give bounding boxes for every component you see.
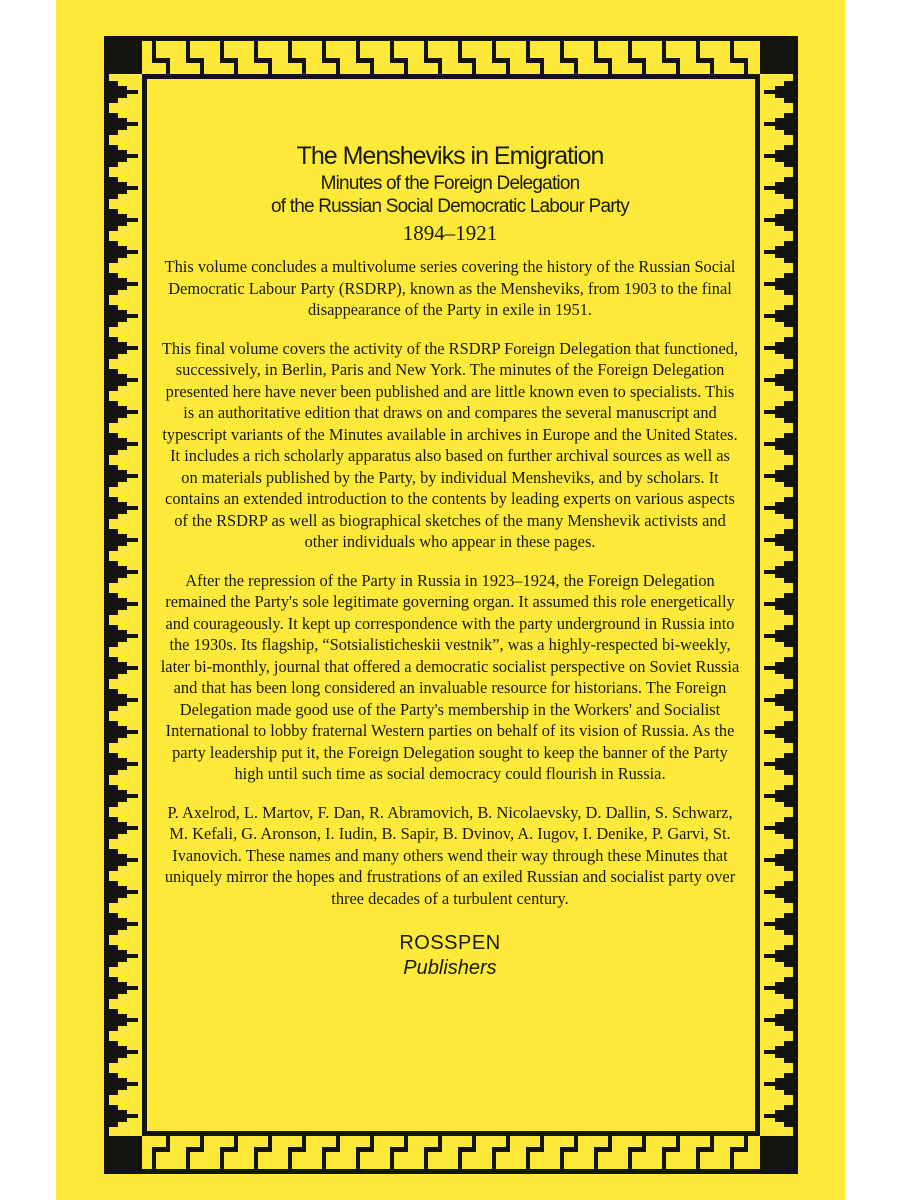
border-motif	[784, 1073, 793, 1095]
border-motif	[784, 433, 793, 455]
border-motif	[472, 58, 476, 74]
border-motif	[540, 58, 544, 74]
border-corner	[104, 36, 142, 74]
border-inner-line	[142, 74, 760, 79]
border-motif	[127, 762, 138, 766]
border-motif	[109, 561, 118, 583]
border-motif	[109, 337, 118, 359]
border-motif	[775, 886, 784, 898]
border-motif	[764, 442, 775, 446]
border-motif	[127, 954, 138, 958]
border-motif	[109, 593, 118, 615]
border-motif	[784, 785, 793, 807]
border-motif	[404, 1136, 408, 1152]
border-motif	[710, 1136, 714, 1152]
border-motif	[127, 538, 138, 542]
border-motif	[764, 186, 775, 190]
border-motif	[784, 913, 793, 935]
border-inner-line	[142, 74, 147, 1136]
border-motif	[118, 438, 127, 450]
border-motif	[784, 529, 793, 551]
border-motif	[506, 58, 510, 74]
border-motif	[784, 1009, 793, 1031]
book-subtitle-line2: of the Russian Social Democratic Labour Party	[271, 196, 629, 217]
paragraph-intro: This volume concludes a multivolume series covering the history of the Russian Social Democratic Labour Party (RSDRP), known as the Mensheviks, from 1903 to the final disappearance of the Party in exile in 1951.	[164, 257, 736, 319]
border-motif	[744, 1136, 748, 1152]
border-motif	[109, 369, 118, 391]
border-motif	[784, 401, 793, 423]
border-motif	[127, 890, 138, 894]
border-motif	[574, 1136, 578, 1152]
border-motif	[764, 730, 775, 734]
border-motif	[127, 186, 138, 190]
border-motif	[710, 58, 714, 74]
border-motif	[166, 58, 170, 74]
border-motif	[764, 826, 775, 830]
book-title: The Mensheviks in Emigration	[296, 142, 604, 170]
border-motif	[472, 1136, 476, 1152]
border-motif	[784, 977, 793, 999]
border-motif	[764, 986, 775, 990]
border-motif	[109, 689, 118, 711]
publisher-name: ROSSPEN	[399, 932, 501, 954]
border-motif	[784, 465, 793, 487]
border-motif	[109, 273, 118, 295]
border-motif	[127, 1082, 138, 1086]
border-inner-line	[142, 1131, 760, 1136]
border-motif	[109, 657, 118, 679]
border-motif	[109, 977, 118, 999]
publisher-label: Publishers	[403, 957, 497, 979]
border-motif	[118, 470, 127, 482]
border-motif	[404, 58, 408, 74]
border-motif	[109, 1105, 118, 1127]
border-motif	[370, 1136, 374, 1152]
border-motif	[642, 58, 646, 74]
border-motif	[784, 657, 793, 679]
border-motif	[775, 950, 784, 962]
border-motif	[109, 785, 118, 807]
border-motif	[118, 502, 127, 514]
border-motif	[118, 118, 127, 130]
border-motif	[764, 474, 775, 478]
border-motif	[118, 342, 127, 354]
border-motif	[764, 506, 775, 510]
border-motif	[109, 753, 118, 775]
border-motif	[200, 58, 204, 74]
border-motif	[775, 86, 784, 98]
border-motif	[302, 1136, 306, 1152]
border-motif	[118, 822, 127, 834]
border-motif	[109, 881, 118, 903]
border-motif	[784, 241, 793, 263]
border-motif	[574, 58, 578, 74]
border-motif	[127, 602, 138, 606]
border-motif	[775, 1078, 784, 1090]
border-corner	[760, 36, 798, 74]
border-motif	[109, 625, 118, 647]
border-motif	[775, 662, 784, 674]
border-motif	[109, 1041, 118, 1063]
border-motif	[775, 918, 784, 930]
border-motif	[109, 1009, 118, 1031]
border-motif	[764, 762, 775, 766]
border-motif	[775, 534, 784, 546]
border-motif	[127, 442, 138, 446]
border-motif	[127, 1018, 138, 1022]
border-motif	[127, 314, 138, 318]
border-motif	[302, 58, 306, 74]
border-motif	[764, 250, 775, 254]
border-outer-line	[793, 36, 798, 1174]
border-motif	[784, 849, 793, 871]
border-motif	[506, 1136, 510, 1152]
border-motif	[784, 753, 793, 775]
border-motif	[127, 826, 138, 830]
border-motif	[118, 406, 127, 418]
cover-text	[160, 140, 740, 981]
border-motif	[118, 1014, 127, 1026]
border-motif	[775, 406, 784, 418]
border-motif	[764, 378, 775, 382]
border-motif	[118, 310, 127, 322]
border-motif	[775, 1046, 784, 1058]
border-motif	[775, 1014, 784, 1026]
border-motif	[784, 721, 793, 743]
border-motif	[118, 534, 127, 546]
border-motif	[784, 145, 793, 167]
border-motif	[775, 246, 784, 258]
border-motif	[784, 689, 793, 711]
border-motif	[127, 250, 138, 254]
border-motif	[268, 58, 272, 74]
border-motif	[784, 561, 793, 583]
paragraph-volume: This final volume covers the activity of the RSDRP Foreign Delegation that functioned, successively, in Berlin, Paris and New York. The minutes of the Foreign Delegation presented here have never been published and are little known even to specialists. This is an authoritative edition that draws on and compares the several manuscript and typescript variants of the Minutes available in archives in Europe and the United States. It includes a rich scholarly apparatus also based on further archival sources as well as on materials published by the Party, by individual Mensheviks, and by scholars. It contains an extended introduction to the contents by leading experts on various aspects of the RSDRP as well as biographical sketches of the many Menshevik activists and other individuals who appear in these pages.	[161, 338, 739, 551]
border-motif	[109, 1073, 118, 1095]
border-motif	[764, 154, 775, 158]
border-motif	[109, 465, 118, 487]
border-motif	[775, 502, 784, 514]
border-motif	[764, 634, 775, 638]
book-years: 1894–1921	[402, 221, 498, 245]
border-motif	[118, 662, 127, 674]
border-motif	[234, 1136, 238, 1152]
border-motif	[200, 1136, 204, 1152]
border-motif	[775, 374, 784, 386]
border-motif	[775, 438, 784, 450]
border-motif	[234, 58, 238, 74]
border-motif	[118, 150, 127, 162]
border-motif	[764, 282, 775, 286]
border-motif	[118, 918, 127, 930]
border-outer-line	[104, 1169, 798, 1174]
border-motif	[127, 474, 138, 478]
border-motif	[764, 538, 775, 542]
border-motif	[775, 1110, 784, 1122]
border-motif	[127, 154, 138, 158]
border-corner	[104, 1136, 142, 1174]
border-motif	[764, 1050, 775, 1054]
paragraph-names: P. Axelrod, L. Martov, F. Dan, R. Abramovich, B. Nicolaevsky, D. Dallin, S. Schwarz, M. Kefali, G. Aronson, I. Iudin, B. Sapir, B. Dvinov, A. Iugov, I. Denike, P. Garvi, St. Ivanovich. These names and many others wend their way through these Minutes that uniquely mirror the hopes and frustrations of an exiled Russian and socialist party over three decades of a turbulent century.	[164, 802, 736, 908]
border-motif	[744, 58, 748, 74]
border-motif	[268, 1136, 272, 1152]
border-motif	[764, 122, 775, 126]
border-motif	[118, 86, 127, 98]
border-motif	[118, 950, 127, 962]
border-motif	[109, 945, 118, 967]
border-motif	[540, 1136, 544, 1152]
border-motif	[118, 1078, 127, 1090]
border-motif	[109, 401, 118, 423]
border-motif	[764, 346, 775, 350]
border-motif	[127, 698, 138, 702]
border-motif	[764, 570, 775, 574]
border-motif	[118, 790, 127, 802]
border-motif	[775, 726, 784, 738]
border-motif	[784, 273, 793, 295]
border-motif	[764, 794, 775, 798]
border-motif	[608, 1136, 612, 1152]
border-motif	[764, 922, 775, 926]
paragraph-repression: After the repression of the Party in Russia in 1923–1924, the Foreign Delegation remained the Party's sole legitimate governing organ. It assumed this role energetically and courageously. It kept up correspondence with the party underground in Russia into the 1930s. Its flagship, “Sotsialisticheskii vestnik”, was a highly-respected bi-weekly, later bi-monthly, journal that offered a democratic socialist perspective on Soviet Russia and that has been long considered an invaluable resource for historians. The Foreign Delegation made good use of the Party's membership in the Workers' and Socialist International to lobby fraternal Western parties on behalf of its vision of Russia. As the party leadership put it, the Foreign Delegation sought to keep the banner of the Party high until such time as social democracy could flourish in Russia.	[160, 570, 740, 783]
border-motif	[784, 881, 793, 903]
border-motif	[109, 433, 118, 455]
border-motif	[127, 666, 138, 670]
border-motif	[775, 566, 784, 578]
border-motif	[784, 625, 793, 647]
border-outer-line	[104, 36, 798, 41]
border-motif	[109, 913, 118, 935]
border-motif	[775, 470, 784, 482]
border-motif	[775, 630, 784, 642]
border-motif	[775, 822, 784, 834]
book-subtitle-line1: Minutes of the Foreign Delegation	[320, 173, 580, 194]
border-motif	[166, 1136, 170, 1152]
border-motif	[775, 342, 784, 354]
border-motif	[370, 58, 374, 74]
border-motif	[764, 218, 775, 222]
border-motif	[784, 209, 793, 231]
border-motif	[775, 278, 784, 290]
border-motif	[676, 58, 680, 74]
border-motif	[775, 214, 784, 226]
border-motif	[127, 634, 138, 638]
border-motif	[118, 598, 127, 610]
border-motif	[127, 1114, 138, 1118]
border-motif	[764, 314, 775, 318]
border-motif	[775, 694, 784, 706]
border-motif	[127, 506, 138, 510]
border-motif	[127, 1050, 138, 1054]
border-motif	[118, 566, 127, 578]
border-motif	[127, 986, 138, 990]
border-motif	[764, 90, 775, 94]
border-motif	[109, 529, 118, 551]
border-motif	[118, 278, 127, 290]
border-motif	[784, 593, 793, 615]
border-motif	[764, 410, 775, 414]
border-motif	[109, 241, 118, 263]
border-motif	[764, 698, 775, 702]
border-motif	[127, 794, 138, 798]
border-motif	[127, 282, 138, 286]
border-motif	[764, 954, 775, 958]
border-motif	[642, 1136, 646, 1152]
border-motif	[127, 122, 138, 126]
border-motif	[764, 666, 775, 670]
border-motif	[109, 305, 118, 327]
border-motif	[118, 758, 127, 770]
border-motif	[764, 890, 775, 894]
border-motif	[118, 246, 127, 258]
border-motif	[336, 1136, 340, 1152]
border-motif	[784, 369, 793, 391]
border-motif	[109, 81, 118, 103]
border-motif	[109, 113, 118, 135]
border-motif	[109, 209, 118, 231]
border-motif	[784, 1041, 793, 1063]
border-motif	[764, 1018, 775, 1022]
border-motif	[109, 177, 118, 199]
border-motif	[118, 694, 127, 706]
border-motif	[109, 849, 118, 871]
border-motif	[784, 1105, 793, 1127]
border-motif	[784, 497, 793, 519]
border-motif	[608, 58, 612, 74]
border-motif	[775, 790, 784, 802]
border-corner	[760, 1136, 798, 1174]
border-motif	[118, 982, 127, 994]
border-motif	[784, 337, 793, 359]
border-motif	[775, 150, 784, 162]
border-motif	[109, 817, 118, 839]
border-motif	[118, 182, 127, 194]
border-motif	[784, 81, 793, 103]
border-motif	[127, 218, 138, 222]
border-motif	[764, 858, 775, 862]
border-motif	[127, 378, 138, 382]
border-inner-line	[755, 74, 760, 1136]
border-motif	[127, 410, 138, 414]
border-motif	[775, 982, 784, 994]
border-motif	[775, 182, 784, 194]
border-outer-line	[104, 36, 109, 1174]
border-motif	[784, 113, 793, 135]
border-motif	[118, 214, 127, 226]
border-motif	[118, 854, 127, 866]
border-motif	[127, 570, 138, 574]
border-motif	[127, 858, 138, 862]
border-motif	[336, 58, 340, 74]
border-motif	[784, 177, 793, 199]
border-motif	[118, 630, 127, 642]
border-motif	[127, 346, 138, 350]
border-motif	[118, 1046, 127, 1058]
border-motif	[764, 1114, 775, 1118]
border-motif	[784, 945, 793, 967]
border-motif	[775, 310, 784, 322]
border-motif	[109, 721, 118, 743]
border-motif	[109, 497, 118, 519]
border-motif	[118, 726, 127, 738]
border-motif	[118, 1110, 127, 1122]
border-motif	[775, 598, 784, 610]
border-motif	[784, 305, 793, 327]
border-motif	[784, 817, 793, 839]
border-motif	[109, 145, 118, 167]
border-motif	[764, 1082, 775, 1086]
border-motif	[438, 58, 442, 74]
border-motif	[775, 854, 784, 866]
border-motif	[118, 374, 127, 386]
border-motif	[118, 886, 127, 898]
border-motif	[127, 90, 138, 94]
border-motif	[764, 602, 775, 606]
border-motif	[775, 758, 784, 770]
border-motif	[775, 118, 784, 130]
border-motif	[127, 922, 138, 926]
border-motif	[127, 730, 138, 734]
border-motif	[438, 1136, 442, 1152]
border-motif	[676, 1136, 680, 1152]
